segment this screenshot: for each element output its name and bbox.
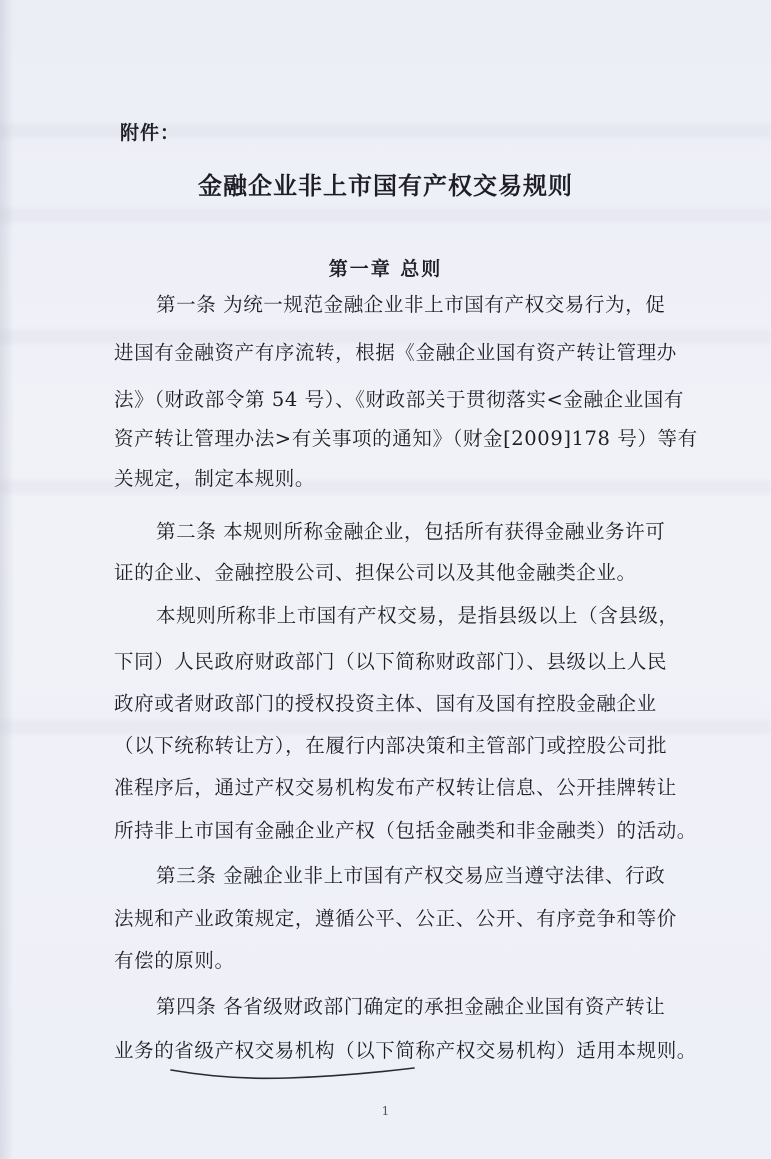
text-line: 进国有金融资产有序流转，根据《金融企业国有资产转让管理办 — [114, 341, 677, 364]
page-number: 1 — [381, 1104, 390, 1118]
text-line: （以下统称转让方），在履行内部决策和主管部门或控股公司批 — [114, 734, 668, 757]
bleed-through — [0, 208, 771, 222]
text-line: 资产转让管理办法>有关事项的通知》（财金[2009]178 号）等有 — [114, 427, 698, 450]
document-title: 金融企业非上市国有产权交易规则 — [198, 172, 573, 200]
text-line: 第二条 本规则所称金融企业，包括所有获得金融业务许可 — [156, 520, 666, 543]
text-line: 下同）人民政府财政部门（以下简称财政部门）、县级以上人民 — [114, 650, 668, 673]
text-line: 法》（财政部令第 54 号）、《财政部关于贯彻落实<金融企业国有 — [114, 388, 684, 411]
text-line: 第四条 各省级财政部门确定的承担金融企业国有资产转让 — [156, 995, 666, 1018]
text-line: 第三条 金融企业非上市国有产权交易应当遵守法律、行政 — [156, 864, 666, 887]
text-line: 准程序后，通过产权交易机构发布产权转让信息、公开挂牌转让 — [114, 776, 677, 799]
text-line: 第一条 为统一规范金融企业非上市国有产权交易行为，促 — [156, 293, 666, 316]
attachment-label: 附件： — [120, 122, 181, 144]
text-line: 关规定，制定本规则。 — [114, 467, 316, 490]
text-line: 所持非上市国有金融企业产权（包括金融类和非金融类）的活动。 — [114, 819, 697, 842]
handwritten-underline — [168, 1064, 418, 1086]
text-line: 法规和产业政策规定，遵循公平、公正、公开、有序竞争和等价 — [114, 907, 677, 930]
chapter-heading: 第一章 总则 — [328, 258, 443, 280]
text-line: 本规则所称非上市国有产权交易，是指县级以上（含县级， — [156, 604, 679, 627]
bleed-through — [0, 124, 771, 138]
text-line: 业务的省级产权交易机构（以下简称产权交易机构）适用本规则。 — [114, 1039, 697, 1062]
text-line: 证的企业、金融控股公司、担保公司以及其他金融类企业。 — [114, 561, 637, 584]
text-line: 有偿的原则。 — [114, 949, 235, 972]
text-line: 政府或者财政部门的授权投资主体、国有及国有控股金融企业 — [114, 692, 657, 715]
